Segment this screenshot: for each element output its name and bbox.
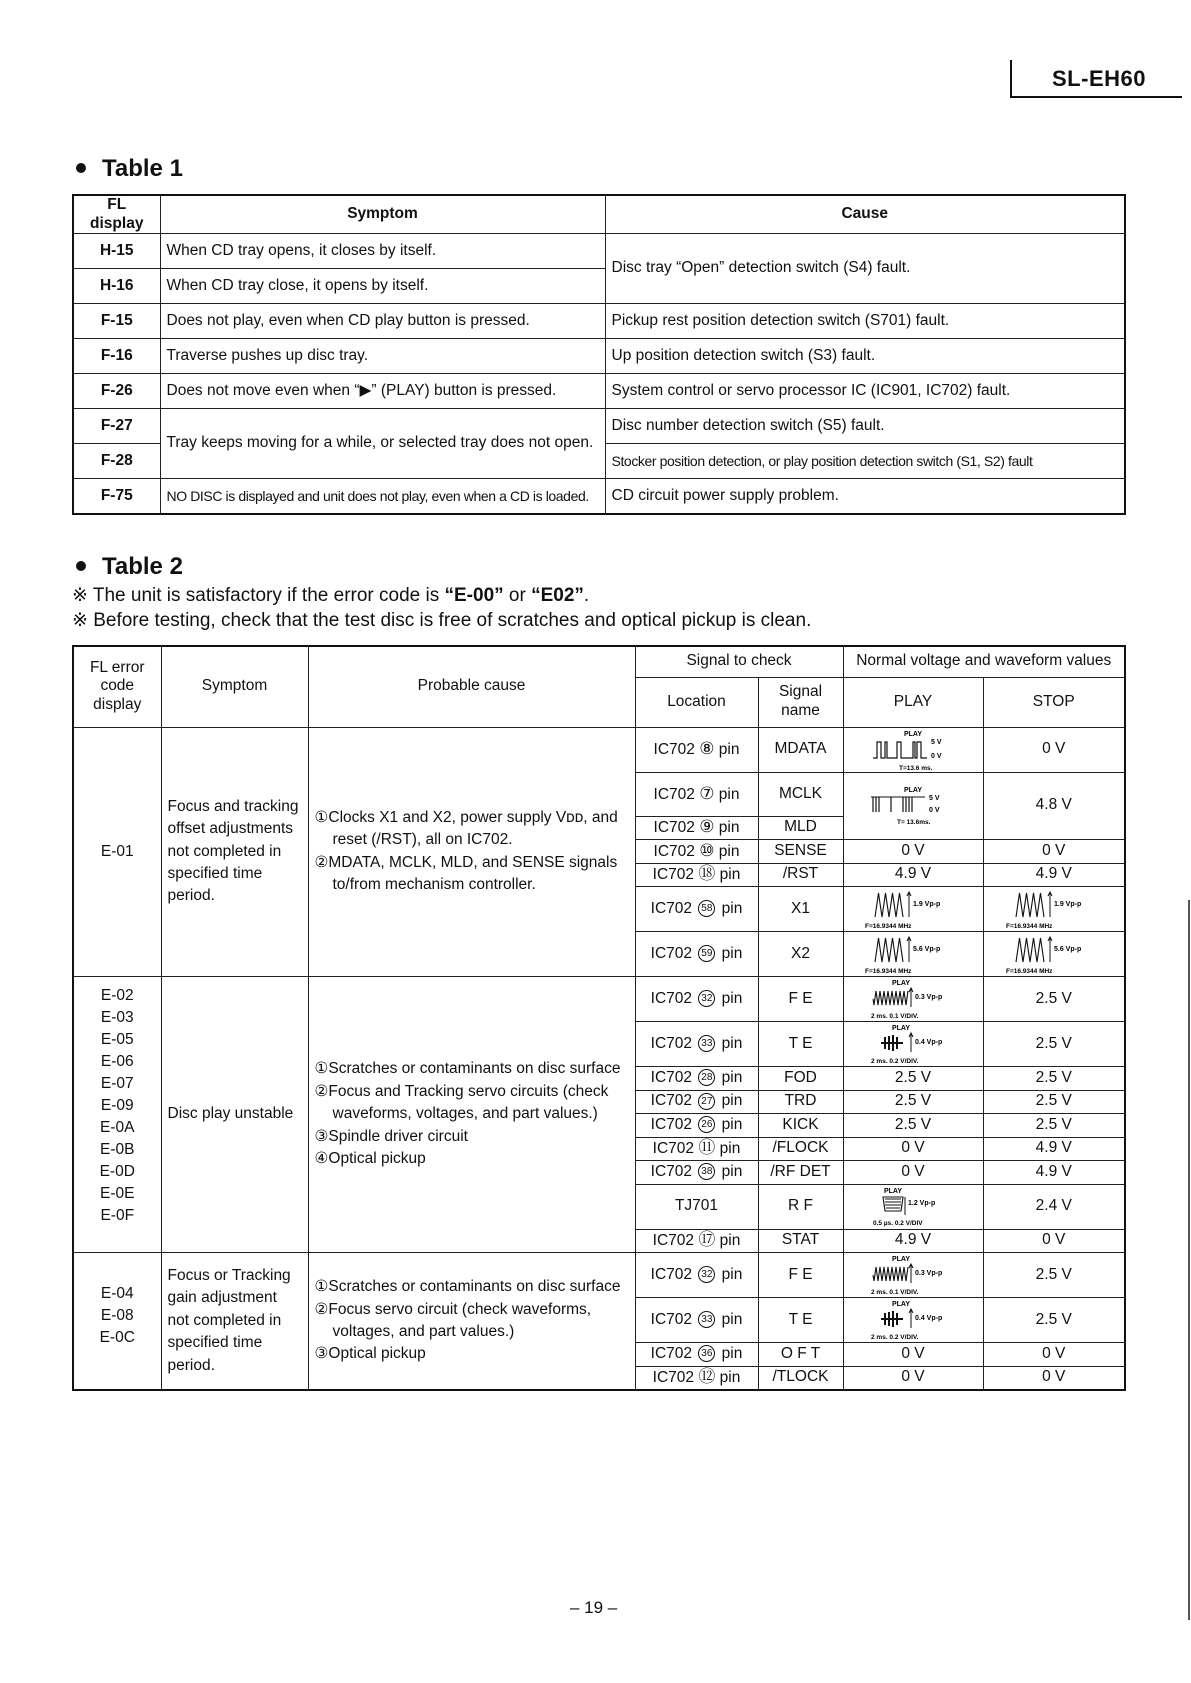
stop-value: 0 V bbox=[983, 727, 1125, 772]
svg-text:F=16.9344 MHz: F=16.9344 MHz bbox=[1005, 923, 1053, 930]
pin-label: pin bbox=[719, 1140, 741, 1158]
signal-location bbox=[635, 863, 758, 887]
signal-location bbox=[635, 1366, 758, 1390]
signal-name: STAT bbox=[758, 1229, 843, 1253]
scan-edge-line bbox=[1188, 900, 1190, 1620]
pin-number: ⑰ bbox=[698, 1230, 716, 1250]
cause-line: ①Clocks X1 and X2, power supply Vᴅᴅ, and bbox=[314, 808, 618, 826]
signal-location bbox=[635, 1161, 758, 1185]
waveform-te bbox=[863, 1022, 963, 1066]
svg-text:2 ms. 0.1 V/DIV.: 2 ms. 0.1 V/DIV. bbox=[871, 1289, 919, 1296]
signal-name: MLD bbox=[758, 816, 843, 840]
symptom-cell: NO DISC is displayed and unit does not play, even when a CD is loaded. bbox=[160, 479, 605, 515]
stop-value: 0 V bbox=[983, 1229, 1125, 1253]
fl-code: F-16 bbox=[73, 339, 160, 374]
table-row bbox=[73, 339, 1125, 374]
signal-location bbox=[635, 1184, 758, 1229]
table-header-row bbox=[73, 646, 1125, 677]
svg-text:5 V: 5 V bbox=[931, 738, 942, 746]
play-value bbox=[843, 772, 983, 840]
svg-text:F=16.9344 MHz: F=16.9344 MHz bbox=[1005, 968, 1053, 975]
cause-line: ③Optical pickup bbox=[314, 1345, 426, 1363]
signal-location bbox=[635, 1229, 758, 1253]
waveform-sine1 bbox=[1004, 887, 1104, 931]
signal-name: /TLOCK bbox=[758, 1366, 843, 1390]
symptom-cell: When CD tray opens, it closes by itself. bbox=[160, 234, 605, 269]
fl-error-codes bbox=[73, 1253, 161, 1391]
play-value: 2.5 V bbox=[843, 1067, 983, 1091]
fl-error-code: E-04 bbox=[100, 1285, 134, 1302]
fl-error-code: E-07 bbox=[100, 1075, 134, 1092]
table1-heading: Table 1 bbox=[76, 155, 183, 183]
pin-number: 59 bbox=[698, 945, 715, 962]
cause-line: ③Spindle driver circuit bbox=[314, 1127, 468, 1145]
stop-value: 4.9 V bbox=[983, 1137, 1125, 1161]
table2-heading: Table 2 bbox=[76, 553, 183, 581]
stop-value: 2.5 V bbox=[983, 1253, 1125, 1298]
svg-text:2 ms. 0.2 V/DIV.: 2 ms. 0.2 V/DIV. bbox=[871, 1334, 919, 1341]
svg-text:1.2 Vp-p: 1.2 Vp-p bbox=[908, 1199, 936, 1207]
pin-label: pin bbox=[719, 1232, 741, 1250]
waveform-sine2 bbox=[1004, 932, 1104, 976]
bullet-icon bbox=[76, 561, 86, 571]
fl-error-code: E-09 bbox=[100, 1097, 134, 1114]
svg-text:0.5 µs. 0.2 V/DIV: 0.5 µs. 0.2 V/DIV bbox=[873, 1219, 923, 1227]
stop-value: 4.8 V bbox=[983, 772, 1125, 840]
play-value: 0 V bbox=[843, 1343, 983, 1367]
stop-value: 4.9 V bbox=[983, 1161, 1125, 1185]
symptom-cell: When CD tray close, it opens by itself. bbox=[160, 269, 605, 304]
signal-name: MCLK bbox=[758, 772, 843, 816]
ic-name: IC702 bbox=[652, 1140, 695, 1158]
fl-code: F-75 bbox=[73, 479, 160, 515]
ic-name: IC702 bbox=[650, 1034, 693, 1052]
signal-name: X1 bbox=[758, 887, 843, 932]
stop-value: 0 V bbox=[983, 1366, 1125, 1390]
fl-error-code: E-0B bbox=[100, 1141, 135, 1158]
signal-location bbox=[635, 1090, 758, 1114]
play-value: 4.9 V bbox=[843, 863, 983, 887]
table-row bbox=[73, 727, 1125, 772]
cause-line: ②Focus and Tracking servo circuits (check bbox=[314, 1082, 609, 1100]
fl-code: F-26 bbox=[73, 374, 160, 409]
signal-name: TRD bbox=[758, 1090, 843, 1114]
signal-location bbox=[635, 772, 758, 816]
cause-cell: Up position detection switch (S3) fault. bbox=[605, 339, 1125, 374]
signal-location bbox=[635, 816, 758, 840]
pin-number: ⑫ bbox=[698, 1367, 716, 1387]
table-row bbox=[73, 977, 1125, 1022]
stop-value: 2.5 V bbox=[983, 1067, 1125, 1091]
pin-number: ⑦ bbox=[699, 783, 715, 803]
fl-error-code: E-06 bbox=[100, 1053, 134, 1070]
play-value bbox=[843, 1253, 983, 1298]
col-location: Location bbox=[635, 677, 758, 727]
signal-name: /RST bbox=[758, 863, 843, 887]
svg-text:0.3 Vp-p: 0.3 Vp-p bbox=[915, 994, 943, 1001]
error-table-1 bbox=[72, 194, 1126, 515]
col-signal-to-check: Signal to check bbox=[635, 646, 843, 677]
svg-text:2 ms. 0.2 V/DIV.: 2 ms. 0.2 V/DIV. bbox=[871, 1058, 919, 1065]
pin-label: pin bbox=[721, 1115, 743, 1133]
cause-line: ②Focus servo circuit (check waveforms, bbox=[314, 1300, 592, 1318]
play-value bbox=[843, 727, 983, 772]
svg-text:PLAY: PLAY bbox=[891, 980, 911, 987]
fl-code: F-15 bbox=[73, 304, 160, 339]
cause-cell: Stocker position detection, or play position detection switch (S1, S2) fault bbox=[605, 444, 1125, 479]
col-probable-cause: Probable cause bbox=[308, 646, 635, 727]
ic-name: IC702 bbox=[653, 785, 695, 803]
table-row bbox=[73, 304, 1125, 339]
stop-value: 4.9 V bbox=[983, 863, 1125, 887]
col-fl-display: FL display bbox=[73, 195, 160, 234]
cause-line: ①Scratches or contaminants on disc surface bbox=[314, 1278, 621, 1296]
ic-name: IC702 bbox=[652, 1369, 695, 1387]
symptom-cell: Focus or Tracking gain adjustment not completed in specified time period. bbox=[161, 1253, 308, 1391]
signal-name: SENSE bbox=[758, 840, 843, 864]
cause-cell: CD circuit power supply problem. bbox=[605, 479, 1125, 515]
signal-location bbox=[635, 1343, 758, 1367]
ic-name: IC702 bbox=[650, 944, 693, 962]
pin-label: pin bbox=[721, 1344, 743, 1362]
pin-label: pin bbox=[718, 785, 740, 803]
pin-label: pin bbox=[721, 989, 743, 1007]
fl-code: F-27 bbox=[73, 409, 160, 444]
play-value: 0 V bbox=[843, 840, 983, 864]
waveform-pulse1 bbox=[863, 728, 963, 772]
signal-location bbox=[635, 840, 758, 864]
play-value bbox=[843, 1022, 983, 1067]
pin-number: 38 bbox=[698, 1163, 715, 1180]
waveform-rf bbox=[863, 1185, 963, 1229]
fl-error-codes bbox=[73, 727, 161, 977]
signal-location bbox=[635, 887, 758, 932]
col-symptom: Symptom bbox=[160, 195, 605, 234]
svg-text:0 V: 0 V bbox=[931, 752, 942, 760]
play-value: 0 V bbox=[843, 1366, 983, 1390]
pin-label: pin bbox=[718, 842, 740, 860]
signal-location bbox=[635, 977, 758, 1022]
pin-number: ⑱ bbox=[698, 864, 716, 884]
waveform-fe bbox=[863, 1253, 963, 1297]
stop-value: 2.5 V bbox=[983, 977, 1125, 1022]
fl-error-code: E-02 bbox=[100, 987, 134, 1004]
signal-name: X2 bbox=[758, 932, 843, 977]
symptom-cell: Does not play, even when CD play button is pressed. bbox=[160, 304, 605, 339]
symptom-cell: Does not move even when “▶” (PLAY) button is pressed. bbox=[160, 374, 605, 409]
pin-label: pin bbox=[721, 1068, 743, 1086]
play-value: 0 V bbox=[843, 1161, 983, 1185]
col-signal-name: Signal name bbox=[758, 677, 843, 727]
fl-error-code: E-0F bbox=[100, 1207, 135, 1224]
pin-label: pin bbox=[721, 1162, 743, 1180]
cause-line: ②MDATA, MCLK, MLD, and SENSE signals bbox=[314, 853, 618, 871]
cause-line: reset (/RST), all on IC702. bbox=[332, 831, 513, 849]
pin-number: ⑪ bbox=[698, 1138, 716, 1158]
ic-name: IC702 bbox=[652, 866, 695, 884]
bullet-icon bbox=[76, 163, 86, 173]
cause-line: to/from mechanism controller. bbox=[332, 876, 536, 894]
svg-text:0.4 Vp-p: 0.4 Vp-p bbox=[915, 1315, 943, 1322]
signal-name: /RF DET bbox=[758, 1161, 843, 1185]
col-symptom: Symptom bbox=[161, 646, 308, 727]
table-row bbox=[73, 234, 1125, 269]
svg-text:0 V: 0 V bbox=[929, 806, 940, 814]
signal-location bbox=[635, 1114, 758, 1138]
signal-name: FOD bbox=[758, 1067, 843, 1091]
fl-error-code: E-03 bbox=[100, 1009, 134, 1026]
play-value bbox=[843, 1184, 983, 1229]
fl-code: H-16 bbox=[73, 269, 160, 304]
cause-line: waveforms, voltages, and part values.) bbox=[332, 1105, 598, 1123]
pin-label: pin bbox=[719, 866, 741, 884]
pin-number: 26 bbox=[698, 1116, 715, 1133]
pin-label: pin bbox=[718, 741, 740, 759]
cause-cell: Disc tray “Open” detection switch (S4) fault. bbox=[605, 234, 1125, 304]
waveform-fe bbox=[863, 977, 963, 1021]
fl-error-codes bbox=[73, 977, 161, 1253]
fl-code: F-28 bbox=[73, 444, 160, 479]
pin-number: 28 bbox=[698, 1069, 715, 1086]
play-value: 4.9 V bbox=[843, 1229, 983, 1253]
pin-number: 33 bbox=[698, 1035, 715, 1052]
ic-name: IC702 bbox=[650, 1265, 693, 1283]
pin-number: 32 bbox=[698, 1266, 715, 1283]
signal-location bbox=[635, 932, 758, 977]
pin-label: pin bbox=[721, 1265, 743, 1283]
waveform-sine1 bbox=[863, 887, 963, 931]
play-value bbox=[843, 887, 983, 932]
probable-cause-cell bbox=[308, 977, 635, 1253]
svg-text:5.6 Vp-p: 5.6 Vp-p bbox=[913, 946, 941, 953]
cause-line: ①Scratches or contaminants on disc surface bbox=[314, 1060, 621, 1078]
play-value bbox=[843, 977, 983, 1022]
stop-value: 2.5 V bbox=[983, 1114, 1125, 1138]
table-header-row bbox=[73, 195, 1125, 234]
svg-text:PLAY: PLAY bbox=[903, 786, 923, 794]
pin-number: ⑧ bbox=[699, 739, 715, 759]
cause-line: ④Optical pickup bbox=[314, 1150, 426, 1168]
stop-value: 2.5 V bbox=[983, 1090, 1125, 1114]
svg-text:PLAY: PLAY bbox=[891, 1256, 911, 1263]
ic-name: IC702 bbox=[653, 741, 695, 759]
signal-location bbox=[635, 1137, 758, 1161]
fl-error-code: E-0E bbox=[100, 1185, 135, 1202]
stop-value bbox=[983, 887, 1125, 932]
svg-text:2 ms. 0.1 V/DIV.: 2 ms. 0.1 V/DIV. bbox=[871, 1013, 919, 1020]
col-stop: STOP bbox=[983, 677, 1125, 727]
page-number: – 19 – bbox=[570, 1598, 618, 1617]
pin-number: 36 bbox=[698, 1345, 715, 1362]
symptom-cell: Focus and tracking offset adjustments not completed in specified time period. bbox=[161, 727, 308, 977]
svg-text:0.3 Vp-p: 0.3 Vp-p bbox=[915, 1270, 943, 1277]
cause-cell: System control or servo processor IC (IC901, IC702) fault. bbox=[605, 374, 1125, 409]
ic-name: IC702 bbox=[650, 1115, 693, 1133]
signal-name: KICK bbox=[758, 1114, 843, 1138]
model-name: SL-EH60 bbox=[1052, 66, 1146, 91]
ic-name: IC702 bbox=[653, 819, 695, 837]
signal-location bbox=[635, 1022, 758, 1067]
play-value bbox=[843, 1298, 983, 1343]
pin-label: pin bbox=[721, 899, 743, 917]
signal-name: R F bbox=[758, 1184, 843, 1229]
error-table-2 bbox=[72, 645, 1126, 1391]
signal-name: T E bbox=[758, 1298, 843, 1343]
cause-cell: Disc number detection switch (S5) fault. bbox=[605, 409, 1125, 444]
probable-cause-cell bbox=[308, 1253, 635, 1391]
fl-code: H-15 bbox=[73, 234, 160, 269]
svg-text:T=13.6 ms.: T=13.6 ms. bbox=[899, 764, 933, 772]
pin-label: pin bbox=[718, 819, 740, 837]
pin-number: 33 bbox=[698, 1311, 715, 1328]
col-cause: Cause bbox=[605, 195, 1125, 234]
signal-name: /FLOCK bbox=[758, 1137, 843, 1161]
ic-name: IC702 bbox=[650, 1344, 693, 1362]
cause-cell: Pickup rest position detection switch (S701) fault. bbox=[605, 304, 1125, 339]
symptom-cell: Traverse pushes up disc tray. bbox=[160, 339, 605, 374]
fl-error-code: E-0D bbox=[99, 1163, 135, 1180]
note-satisfactory: ※ The unit is satisfactory if the error code is “E-00” or “E02”. bbox=[72, 585, 590, 606]
pin-label: pin bbox=[721, 1310, 743, 1328]
location-name: TJ701 bbox=[674, 1197, 719, 1215]
ic-name: IC702 bbox=[650, 1310, 693, 1328]
pin-number: 32 bbox=[698, 990, 715, 1007]
svg-text:5 V: 5 V bbox=[929, 794, 940, 802]
svg-text:PLAY: PLAY bbox=[883, 1187, 903, 1195]
svg-text:F=16.9344 MHz: F=16.9344 MHz bbox=[865, 923, 912, 930]
signal-name: F E bbox=[758, 1253, 843, 1298]
svg-text:T= 13.6ms.: T= 13.6ms. bbox=[897, 818, 931, 826]
col-normal-values: Normal voltage and waveform values bbox=[843, 646, 1125, 677]
stop-value: 0 V bbox=[983, 840, 1125, 864]
stop-value: 2.4 V bbox=[983, 1184, 1125, 1229]
signal-location bbox=[635, 727, 758, 772]
ic-name: IC702 bbox=[650, 1162, 693, 1180]
pin-label: pin bbox=[719, 1369, 741, 1387]
fl-error-code: E-08 bbox=[100, 1307, 134, 1324]
svg-text:1.9 Vp-p: 1.9 Vp-p bbox=[913, 901, 941, 908]
play-value bbox=[843, 932, 983, 977]
ic-name: IC702 bbox=[650, 899, 693, 917]
signal-location bbox=[635, 1067, 758, 1091]
ic-name: IC702 bbox=[652, 1232, 695, 1250]
table-row bbox=[73, 1253, 1125, 1298]
fl-error-code: E-0A bbox=[100, 1119, 135, 1136]
stop-value bbox=[983, 932, 1125, 977]
pin-number: 27 bbox=[698, 1093, 715, 1110]
waveform-sine2 bbox=[863, 932, 963, 976]
ic-name: IC702 bbox=[650, 1092, 693, 1110]
signal-name: MDATA bbox=[758, 727, 843, 772]
fl-error-code: E-01 bbox=[100, 842, 134, 860]
probable-cause-cell bbox=[308, 727, 635, 977]
pin-label: pin bbox=[721, 1092, 743, 1110]
signal-name: F E bbox=[758, 977, 843, 1022]
signal-name: T E bbox=[758, 1022, 843, 1067]
ic-name: IC702 bbox=[650, 989, 693, 1007]
stop-value: 2.5 V bbox=[983, 1298, 1125, 1343]
symptom-cell: Disc play unstable bbox=[161, 977, 308, 1253]
ic-name: IC702 bbox=[653, 842, 695, 860]
table-row bbox=[73, 374, 1125, 409]
play-value: 2.5 V bbox=[843, 1114, 983, 1138]
pin-number: 58 bbox=[698, 900, 715, 917]
pin-label: pin bbox=[721, 944, 743, 962]
signal-location bbox=[635, 1253, 758, 1298]
signal-name: O F T bbox=[758, 1343, 843, 1367]
stop-value: 2.5 V bbox=[983, 1022, 1125, 1067]
col-play: PLAY bbox=[843, 677, 983, 727]
table-row bbox=[73, 409, 1125, 444]
note-before-testing: ※ Before testing, check that the test disc is free of scratches and optical pickup is clean. bbox=[72, 610, 812, 631]
svg-text:0.4 Vp-p: 0.4 Vp-p bbox=[915, 1039, 943, 1046]
stop-value: 0 V bbox=[983, 1343, 1125, 1367]
svg-text:5.6 Vp-p: 5.6 Vp-p bbox=[1053, 946, 1081, 953]
waveform-te bbox=[863, 1298, 963, 1342]
fl-error-code: E-05 bbox=[100, 1031, 134, 1048]
svg-text:F=16.9344 MHz: F=16.9344 MHz bbox=[865, 968, 912, 975]
svg-text:1.9 Vp-p: 1.9 Vp-p bbox=[1053, 901, 1081, 908]
signal-location bbox=[635, 1298, 758, 1343]
symptom-cell: Tray keeps moving for a while, or selected tray does not open. bbox=[160, 409, 605, 479]
play-value: 0 V bbox=[843, 1137, 983, 1161]
fl-error-code: E-0C bbox=[99, 1329, 135, 1346]
pin-label: pin bbox=[721, 1034, 743, 1052]
waveform-pulse2 bbox=[863, 784, 963, 828]
play-value: 2.5 V bbox=[843, 1090, 983, 1114]
svg-text:PLAY: PLAY bbox=[891, 1301, 911, 1308]
col-fl-code: FL error code display bbox=[73, 646, 161, 727]
model-label-box bbox=[1010, 60, 1182, 98]
svg-text:PLAY: PLAY bbox=[891, 1025, 911, 1032]
ic-name: IC702 bbox=[650, 1068, 693, 1086]
pin-number: ⑨ bbox=[699, 817, 715, 837]
cause-line: voltages, and part values.) bbox=[332, 1323, 515, 1340]
svg-text:PLAY: PLAY bbox=[903, 730, 923, 738]
pin-number: ⑩ bbox=[699, 840, 715, 860]
table-row bbox=[73, 479, 1125, 515]
